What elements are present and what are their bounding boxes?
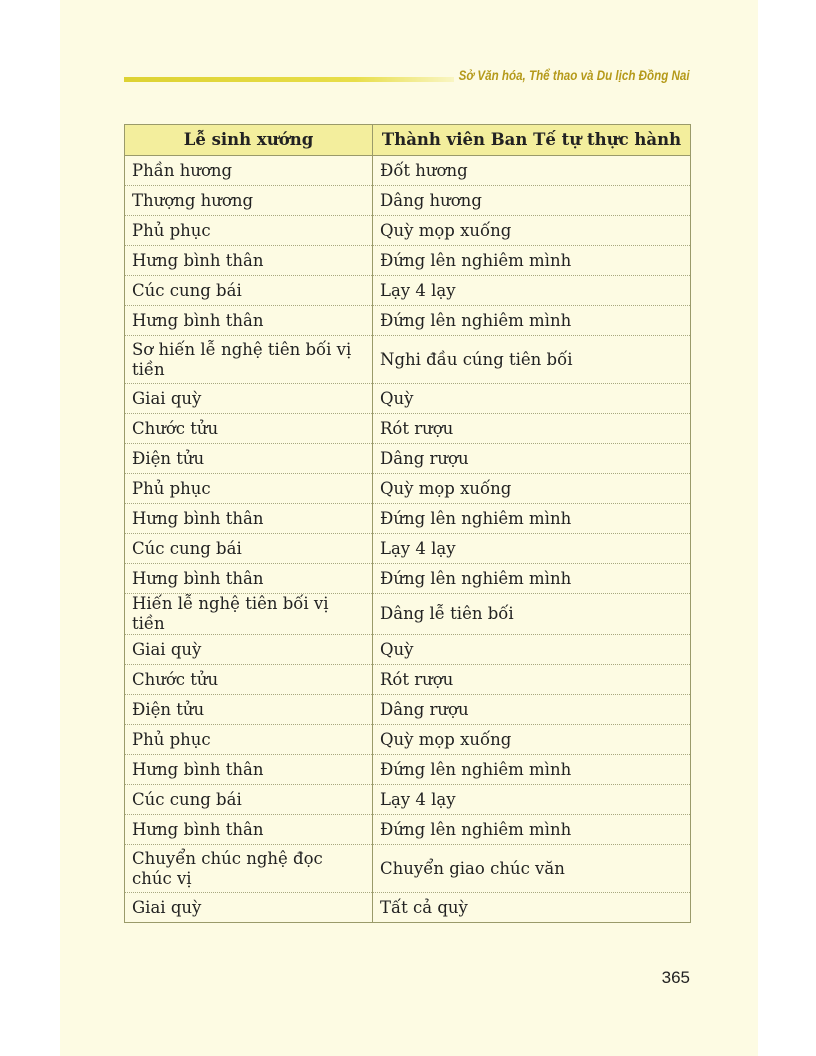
table-row bbox=[125, 474, 691, 504]
column-header-action: Thành viên Ban Tế tự thực hành bbox=[373, 125, 691, 156]
chant-cell: Hưng bình thân bbox=[125, 755, 373, 785]
action-cell: Dâng hương bbox=[373, 186, 691, 216]
table-row bbox=[125, 276, 691, 306]
action-cell: Quỳ bbox=[373, 384, 691, 414]
action-cell: Đứng lên nghiêm mình bbox=[373, 815, 691, 845]
chant-cell: Cúc cung bái bbox=[125, 785, 373, 815]
table-row bbox=[125, 755, 691, 785]
action-cell: Đứng lên nghiêm mình bbox=[373, 564, 691, 594]
chant-cell: Chước tửu bbox=[125, 414, 373, 444]
table-row bbox=[125, 594, 691, 635]
action-cell: Quỳ bbox=[373, 635, 691, 665]
table-header-row bbox=[125, 125, 691, 156]
action-cell: Đứng lên nghiêm mình bbox=[373, 755, 691, 785]
page-number: 365 bbox=[661, 968, 690, 987]
chant-cell: Giai quỳ bbox=[125, 635, 373, 665]
chant-cell: Chước tửu bbox=[125, 665, 373, 695]
action-cell: Chuyển giao chúc văn bbox=[373, 845, 691, 893]
action-cell: Dâng lễ tiên bối bbox=[373, 594, 691, 635]
header-rule bbox=[124, 77, 454, 82]
table-row bbox=[125, 635, 691, 665]
table-row bbox=[125, 306, 691, 336]
table-row bbox=[125, 815, 691, 845]
table-row bbox=[125, 504, 691, 534]
chant-cell: Điện tửu bbox=[125, 695, 373, 725]
column-header-chant: Lễ sinh xướng bbox=[125, 125, 373, 156]
chant-cell: Phần hương bbox=[125, 156, 373, 186]
action-cell: Nghi đầu cúng tiên bối bbox=[373, 336, 691, 384]
action-cell: Đứng lên nghiêm mình bbox=[373, 246, 691, 276]
action-cell: Đốt hương bbox=[373, 156, 691, 186]
table-row bbox=[125, 186, 691, 216]
table-row bbox=[125, 785, 691, 815]
table-row bbox=[125, 336, 691, 384]
chant-cell: Cúc cung bái bbox=[125, 534, 373, 564]
chant-cell: Phủ phục bbox=[125, 216, 373, 246]
table-row bbox=[125, 695, 691, 725]
chant-cell: Hưng bình thân bbox=[125, 564, 373, 594]
action-cell: Dâng rượu bbox=[373, 695, 691, 725]
action-cell: Tất cả quỳ bbox=[373, 893, 691, 923]
ritual-table bbox=[124, 124, 691, 923]
action-cell: Quỳ mọp xuống bbox=[373, 725, 691, 755]
chant-cell: Điện tửu bbox=[125, 444, 373, 474]
action-cell: Lạy 4 lạy bbox=[373, 276, 691, 306]
action-cell: Rót rượu bbox=[373, 665, 691, 695]
chant-cell: Hưng bình thân bbox=[125, 815, 373, 845]
chant-cell: Giai quỳ bbox=[125, 384, 373, 414]
chant-cell: Chuyển chúc nghệ đọc chúc vị bbox=[125, 845, 373, 893]
running-header: Sở Văn hóa, Thể thao và Du lịch Đồng Nai bbox=[458, 68, 690, 83]
action-cell: Đứng lên nghiêm mình bbox=[373, 306, 691, 336]
chant-cell: Thượng hương bbox=[125, 186, 373, 216]
action-cell: Lạy 4 lạy bbox=[373, 534, 691, 564]
chant-cell: Hiến lễ nghệ tiên bối vị tiền bbox=[125, 594, 373, 635]
chant-cell: Cúc cung bái bbox=[125, 276, 373, 306]
table-row bbox=[125, 564, 691, 594]
table-row bbox=[125, 665, 691, 695]
action-cell: Quỳ mọp xuống bbox=[373, 216, 691, 246]
chant-cell: Hưng bình thân bbox=[125, 504, 373, 534]
action-cell: Rót rượu bbox=[373, 414, 691, 444]
table-row bbox=[125, 444, 691, 474]
chant-cell: Phủ phục bbox=[125, 725, 373, 755]
action-cell: Quỳ mọp xuống bbox=[373, 474, 691, 504]
chant-cell: Giai quỳ bbox=[125, 893, 373, 923]
action-cell: Dâng rượu bbox=[373, 444, 691, 474]
action-cell: Lạy 4 lạy bbox=[373, 785, 691, 815]
chant-cell: Phủ phục bbox=[125, 474, 373, 504]
table-row bbox=[125, 384, 691, 414]
action-cell: Đứng lên nghiêm mình bbox=[373, 504, 691, 534]
table-row bbox=[125, 845, 691, 893]
table-row bbox=[125, 156, 691, 186]
table-row bbox=[125, 893, 691, 923]
chant-cell: Sơ hiến lễ nghệ tiên bối vị tiền bbox=[125, 336, 373, 384]
table-row bbox=[125, 725, 691, 755]
chant-cell: Hưng bình thân bbox=[125, 306, 373, 336]
table-row bbox=[125, 216, 691, 246]
table-row bbox=[125, 414, 691, 444]
chant-cell: Hưng bình thân bbox=[125, 246, 373, 276]
table-row bbox=[125, 246, 691, 276]
table-row bbox=[125, 534, 691, 564]
